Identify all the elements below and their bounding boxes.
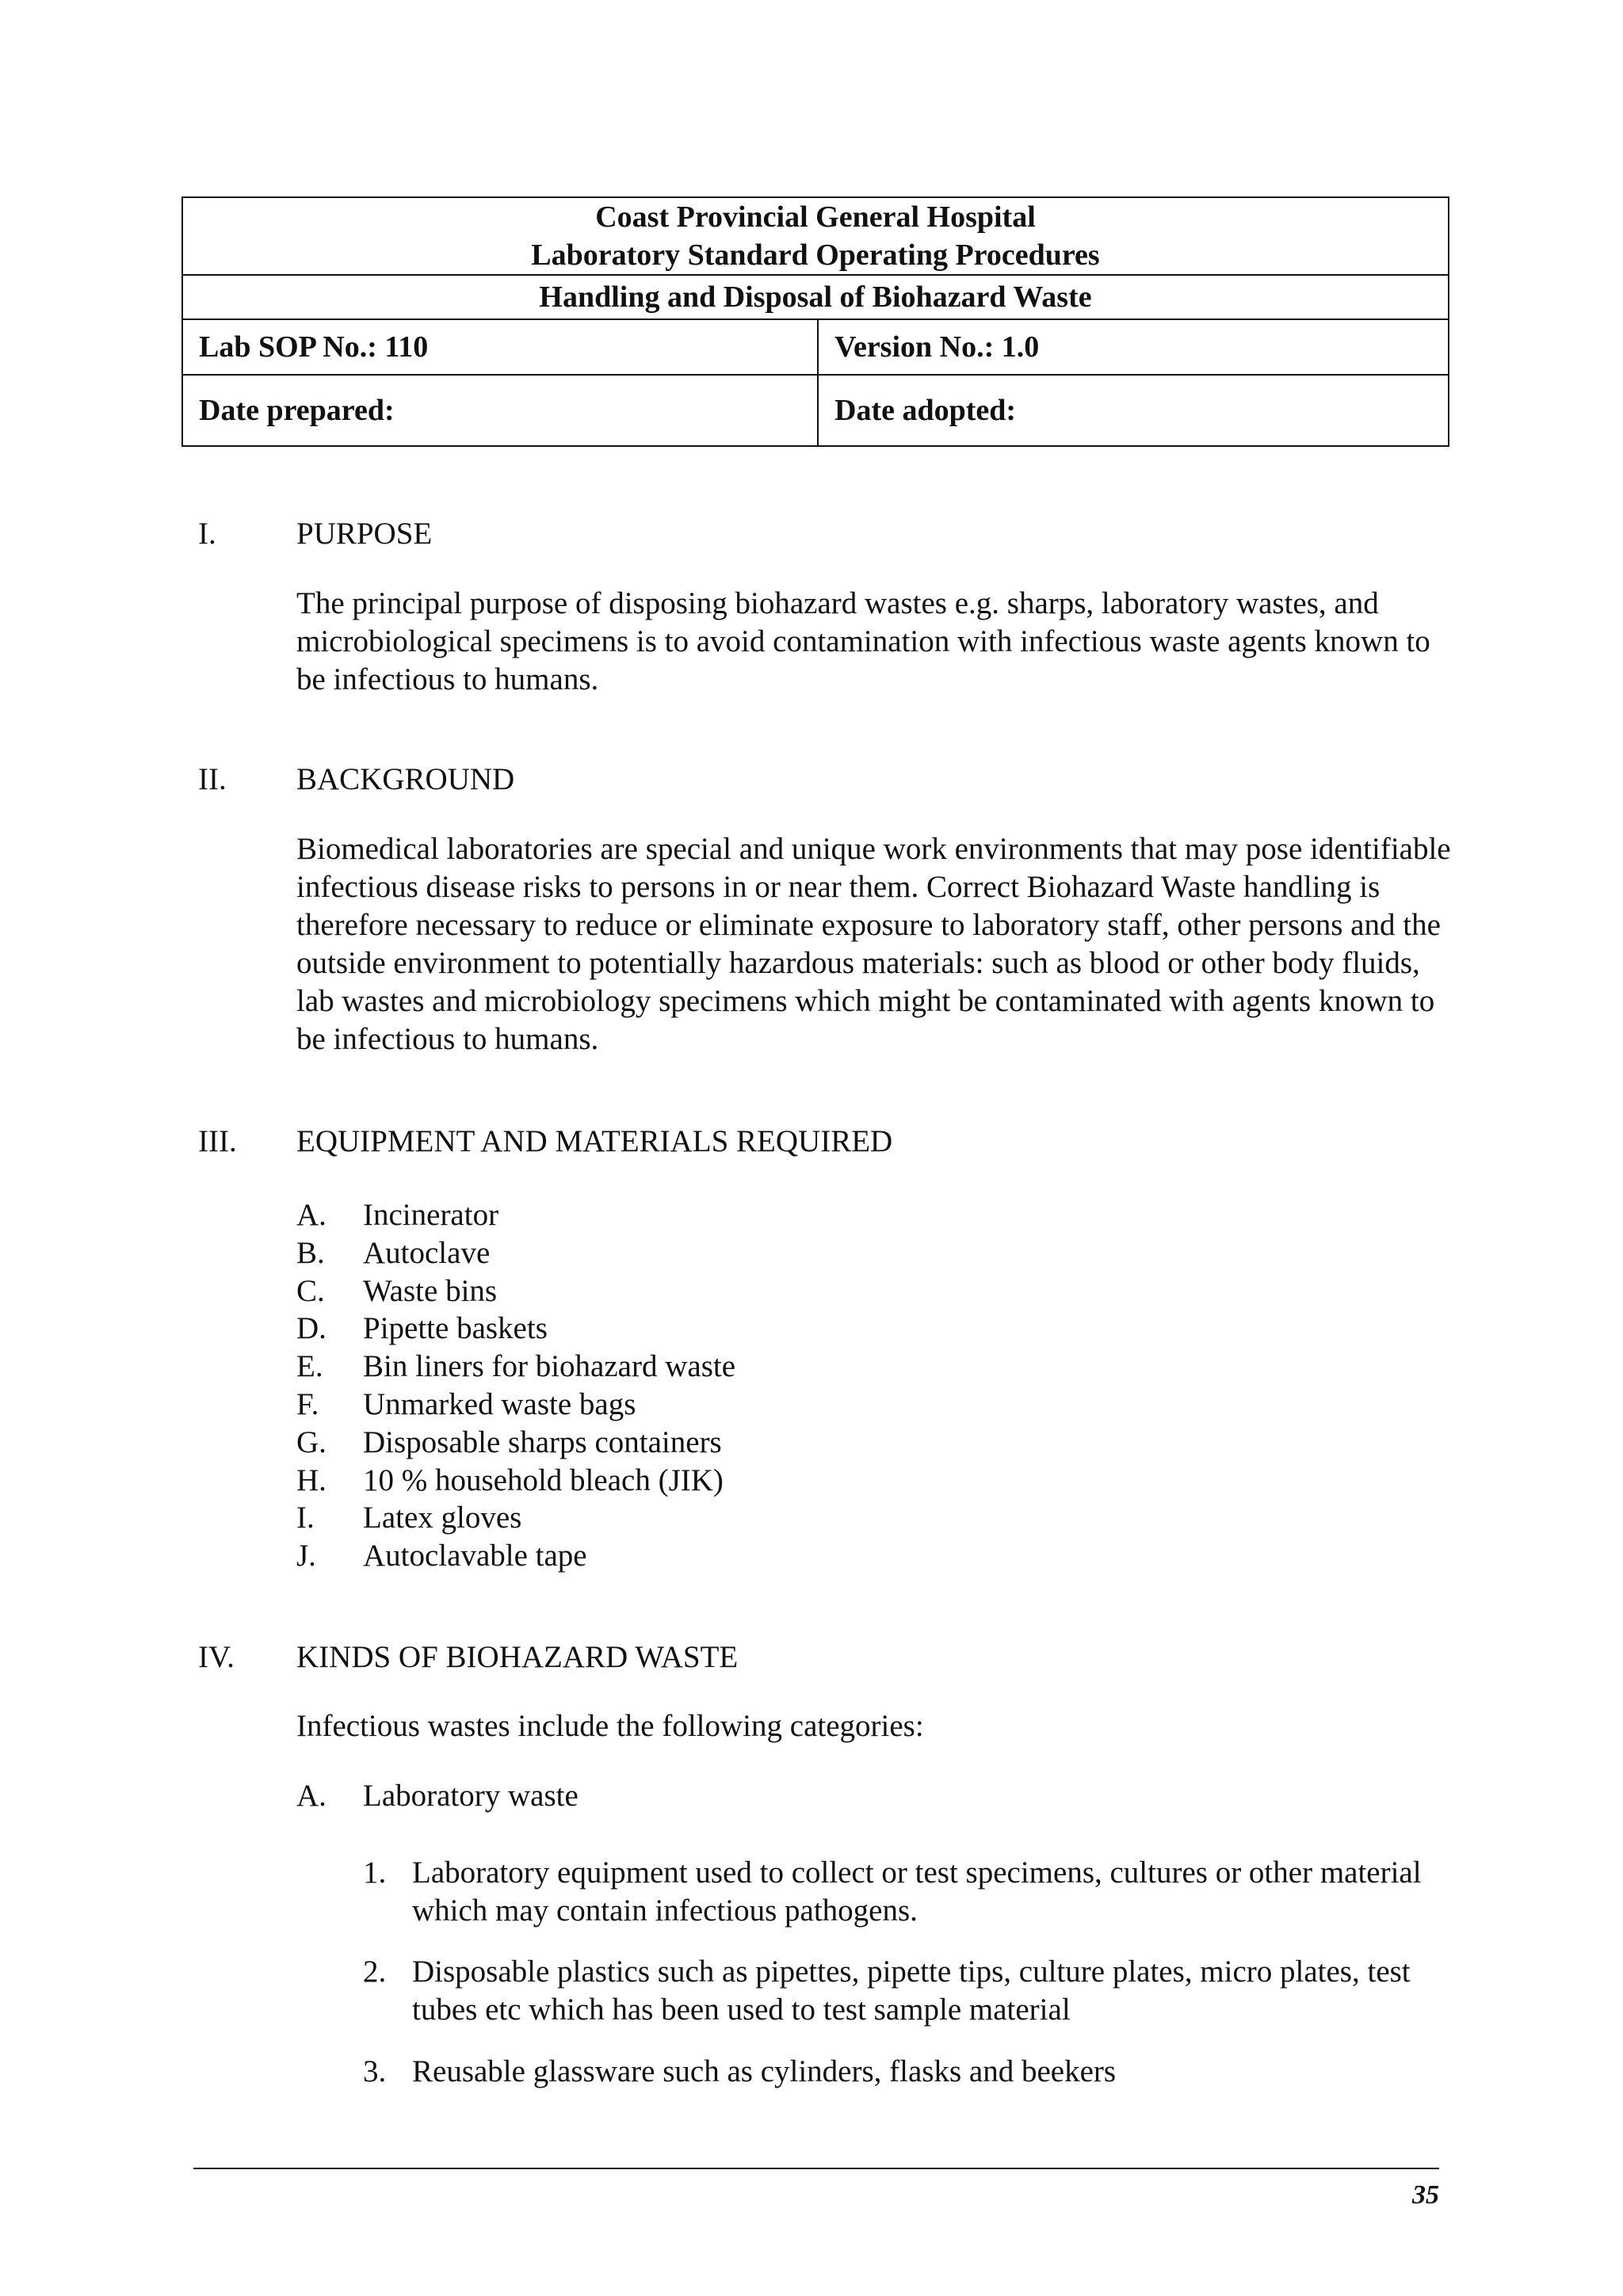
section-number: II. bbox=[198, 762, 227, 796]
section-heading-equipment: EQUIPMENT AND MATERIALS REQUIRED bbox=[296, 1124, 893, 1158]
section-number: III. bbox=[198, 1124, 237, 1158]
date-prepared: Date prepared: bbox=[182, 375, 818, 446]
purpose-paragraph: The principal purpose of disposing biohazard wastes e.g. sharps, laboratory wastes, and microbiological specimens is to avoid contamination with infectious waste agents known to be infectious to humans. bbox=[296, 586, 1430, 696]
document-series: Laboratory Standard Operating Procedures bbox=[531, 238, 1100, 272]
sop-title: Handling and Disposal of Biohazard Waste bbox=[182, 275, 1449, 319]
kinds-intro: Infectious wastes include the following categories: bbox=[296, 1709, 924, 1743]
date-adopted: Date adopted: bbox=[818, 375, 1449, 446]
sop-number: Lab SOP No.: 110 bbox=[182, 319, 818, 375]
hospital-name: Coast Provincial General Hospital bbox=[595, 200, 1036, 234]
document-page: Coast Provincial General Hospital Laboratory Standard Operating Procedures Handling and Disposal of Biohazard Waste Lab SOP No.: 110 Version No.: 1.0 Date prepared: Date adopted: I. PURPOSE The principal purpose of disposing biohazard wastes e.g. sharps, laboratory wastes, and microbiological specimens is to avoid contamination with infectious waste agents known to be infectious to humans. II. BACKGROUND Biomedical laboratories are special and unique work environments that may pose identifiable infectious disease risks to persons in or near them. Correct Biohazard Waste handling is therefore necessary to reduce or eliminate exposure to laboratory staff, other persons and the outside environment to potentially hazardous materials: such as blood or other body fluids, lab wastes and microbiology specimens which might be contaminated with agents known to be infectious to humans. III. EQUIPMENT AND MATERIALS REQUIRED A. Incinerator B. Autoclave C. Waste bins D. Pipette baskets E. Bin liners for biohazard waste F. Unmarked waste bags G. Disposable sharps containers H. 10 % household bleach (JIK) I. Latex gloves J. Autoclavable tape IV. KINDS OF BIOHAZARD WASTE Infectious wastes include the following categories: A. Laboratory waste 1. Laboratory equipment used to collect or test specimens, cultures or other material which may contain infectious pathogens. 2. Disposable plastics such as pipettes, pipette tips, culture plates, micro plates, test tubes etc which has been used to test sample material 3. Reusable glassware such as cylinders, flasks and beekers 35 bbox=[0, 0, 1623, 2296]
header-org-cell bbox=[182, 197, 1449, 275]
section-heading-purpose: PURPOSE bbox=[296, 517, 433, 551]
page-number: 35 bbox=[1412, 2180, 1439, 2210]
section-heading-background: BACKGROUND bbox=[296, 762, 515, 796]
version-number: Version No.: 1.0 bbox=[818, 319, 1449, 375]
footer-divider bbox=[193, 2168, 1439, 2169]
section-number: I. bbox=[198, 517, 216, 551]
section-number: IV. bbox=[198, 1640, 235, 1674]
background-paragraph: Biomedical laboratories are special and unique work environments that may pose identifiable infectious disease risks to persons in or near them. Correct Biohazard Waste handling is therefore necessary to reduce or eliminate exposure to laboratory staff, other persons and the outside environment to potentially hazardous materials: such as blood or other body fluids, lab wastes and microbiology specimens which might be contaminated with agents known to be infectious to humans. bbox=[296, 832, 1451, 1056]
section-heading-kinds: KINDS OF BIOHAZARD WASTE bbox=[296, 1640, 739, 1674]
sop-header-table bbox=[181, 196, 1449, 447]
